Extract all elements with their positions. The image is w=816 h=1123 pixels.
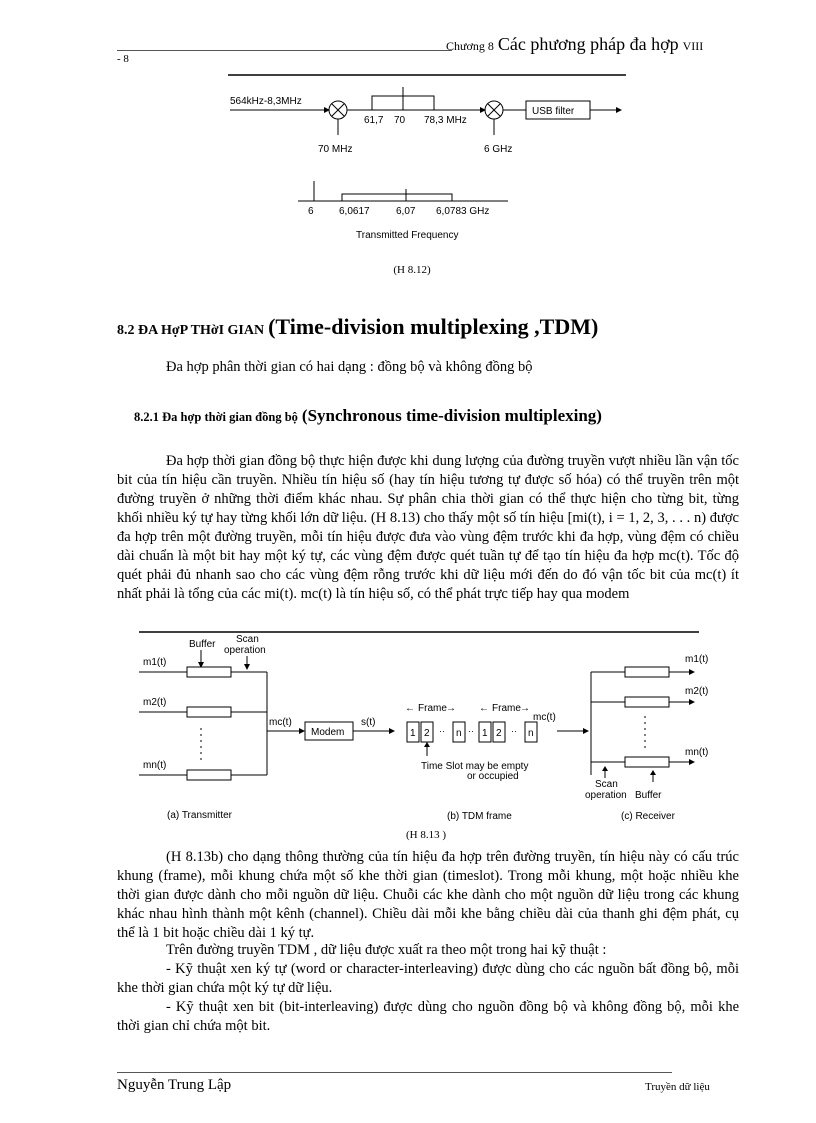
input-m2: m2(t) xyxy=(143,697,167,708)
label-tdm-frame: (b) TDM frame xyxy=(447,811,512,822)
axis-tick-4: 6,0783 GHz xyxy=(436,206,490,217)
chapter-header xyxy=(446,34,703,55)
body-paragraph-techniques: Trên đường truyền TDM , dữ liệu được xuất ra theo một trong hai kỹ thuật : xyxy=(166,942,607,958)
slot-1b: 1 xyxy=(482,728,488,739)
axis-tick-1: 6 xyxy=(308,206,314,217)
filter-label: USB filter xyxy=(532,106,575,117)
frame-label-1: Frame xyxy=(418,703,447,714)
heading-vn: 8.2.1 Đa hợp thời gian đồng bộ xyxy=(134,410,298,424)
heading-en: (Time-division multiplexing ,TDM) xyxy=(268,314,599,339)
scan-label: Scan xyxy=(236,634,259,645)
mc-label: mc(t) xyxy=(269,717,292,728)
output-m2: m2(t) xyxy=(685,686,709,697)
heading-vn: 8.2 ĐA HợP THờI GIAN xyxy=(117,323,265,338)
frequency-translation-diagram xyxy=(228,73,626,245)
section-heading-8-2 xyxy=(117,314,598,340)
label-receiver: (c) Receiver xyxy=(621,811,675,822)
footer-rule xyxy=(117,1072,672,1073)
axis-tick-3: 6,07 xyxy=(396,206,416,217)
figure-8-13 xyxy=(139,632,709,826)
osc2-label: 6 GHz xyxy=(484,144,513,155)
input-band-label: 564kHz-8,3MHz xyxy=(230,96,302,107)
input-m1: m1(t) xyxy=(143,657,167,668)
band-freq-3: 78,3 MHz xyxy=(424,115,467,126)
footer-subject: Truyền dữ liệu xyxy=(645,1081,710,1093)
intro-paragraph: Đa hợp phân thời gian có hai dạng : đồng bộ và không đồng bộ xyxy=(166,359,533,375)
page-number: - 8 xyxy=(117,53,129,65)
rx-scan-label: Scan xyxy=(595,779,618,790)
operation-label: operation xyxy=(224,645,266,656)
axis-tick-2: 6,0617 xyxy=(339,206,370,217)
svg-text:←: ← xyxy=(405,703,415,714)
tdm-diagram xyxy=(139,632,709,826)
input-mn: mn(t) xyxy=(143,760,167,771)
osc1-label: 70 MHz xyxy=(318,144,353,155)
chapter-number: Chương 8 xyxy=(446,39,494,53)
section-heading-8-2-1 xyxy=(134,406,602,426)
axis-label: Transmitted Frequency xyxy=(356,230,459,241)
st-label: s(t) xyxy=(361,717,376,728)
chapter-roman: VIII xyxy=(682,39,704,53)
band-freq-2: 70 xyxy=(394,115,406,126)
output-m1: m1(t) xyxy=(685,654,709,665)
buffer-label: Buffer xyxy=(189,639,216,650)
body-paragraph-bit-interleave: - Kỹ thuật xen bit (bit-interleaving) được dùng cho nguồn đồng bộ và không đồng bộ, mỗi khe thời gian chỉ chứa một bit. xyxy=(117,999,739,1034)
figure-8-12-caption: (H 8.12) xyxy=(393,264,431,276)
heading-en: (Synchronous time-division multiplexing) xyxy=(301,406,602,425)
body-paragraph-frame: (H 8.13b) cho dạng thông thường của tín hiệu đa hợp trên đường truyền, tín hiệu này có cấu trúc khung (frame), mỗi khung chứa một số khe thời gian (timeslot). Trong mỗi khung, một hoặc nhiều khe thời gian được dành cho mỗi nguồn dữ liệu. Chuỗi các khe dành cho một nguồn dữ liệu trong các khung khác nhau hình thành một kênh (channel). Chiều dài mỗi khe bằng chiều dài của thanh ghi đệm phát, cụ thể là 1 bit hoặc chiều dài 1 ký tự. xyxy=(117,849,739,941)
figure-8-12 xyxy=(228,73,626,245)
body-paragraph-tdm: Đa hợp thời gian đồng bộ thực hiện được khi dung lượng của đường truyền vượt nhiều lần vận tốc bit của tín hiệu cần truyền. Nhiều tín hiệu số (hay tín hiệu tương tự được số hóa) có thể truyền trên một đường truyền ở những thời điểm khác nhau. Sự phân chia thời gian có thể thực hiện cho từng bit, từng khối nhiều ký tự hay từng khối lớn dữ liệu. (H 8.13) cho thấy một số tín hiệu [mi(t), i = 1, 2, 3, . . . n) được đa hợp trên một đường truyền, mỗi tín hiệu được đưa vào vùng đệm trước khi đa hợp, vùng đệm có chiều dài chuẩn là một bit hay một ký tự, các vùng đệm được quét tuần tự để tạo tín hiệu đa hợp mc(t). Tốc độ quét phải đủ nhanh sao cho các vùng đệm rỗng trước khi dữ liệu mới đến do đó vận tốc bit của mc(t) ít nhất phải là tổng của các mi(t). mc(t) là tín hiệu số, có thể phát trực tiếp hay qua modem xyxy=(117,453,739,602)
rx-buffer-label: Buffer xyxy=(635,790,662,801)
slot-1: 1 xyxy=(410,728,416,739)
slot-nb: n xyxy=(528,728,534,739)
body-paragraph-char-interleave: - Kỹ thuật xen ký tự (word or character-interleaving) được dùng cho các nguồn bất đồng bộ, mỗi khe thời gian chứa một ký tự dữ liệu. xyxy=(117,961,739,996)
svg-text:→: → xyxy=(446,703,456,714)
label-transmitter: (a) Transmitter xyxy=(167,810,233,821)
svg-text:→: → xyxy=(520,703,530,714)
header-rule xyxy=(117,50,452,51)
svg-text:··: ·· xyxy=(439,726,445,736)
slot-2b: 2 xyxy=(496,728,502,739)
slot-2: 2 xyxy=(424,728,430,739)
output-mn: mn(t) xyxy=(685,747,709,758)
footer-author: Nguyễn Trung Lập xyxy=(117,1077,232,1093)
modem-label: Modem xyxy=(311,727,345,738)
svg-text:←: ← xyxy=(479,703,489,714)
band-freq-1: 61,7 xyxy=(364,115,384,126)
rx-operation-label: operation xyxy=(585,790,627,801)
svg-text:··: ·· xyxy=(468,726,474,736)
figure-8-13-caption: (H 8.13 ) xyxy=(405,829,447,841)
frame-label-2: Frame xyxy=(492,703,521,714)
chapter-title: Các phương pháp đa hợp xyxy=(497,34,679,54)
timeslot-note-2: or occupied xyxy=(467,771,519,782)
timeslot-note-1: Time Slot may be empty xyxy=(421,761,529,772)
rx-mc-label: mc(t) xyxy=(533,712,556,723)
slot-n: n xyxy=(456,728,462,739)
svg-text:··: ·· xyxy=(511,726,517,736)
